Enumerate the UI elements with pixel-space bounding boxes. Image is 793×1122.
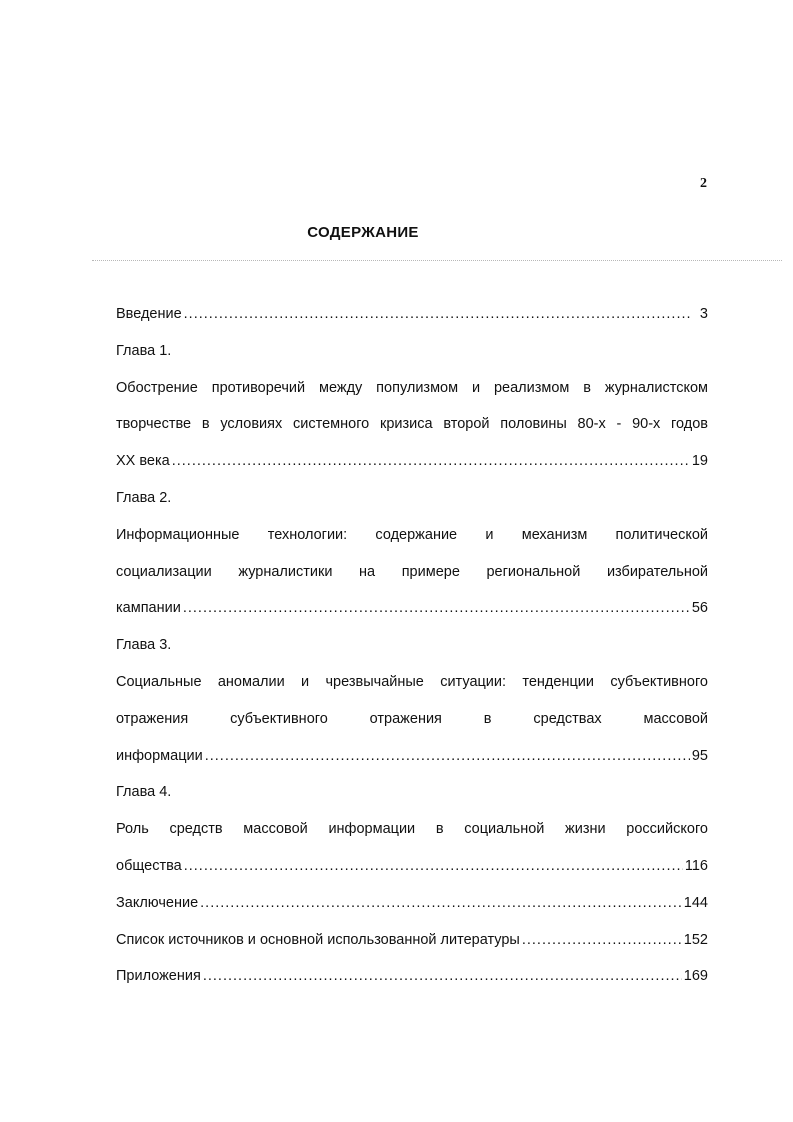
toc-entry-label: Введение bbox=[116, 306, 182, 322]
toc-entry-page: 144 bbox=[683, 894, 708, 911]
chapter-title-line: Обострение противоречий между популизмом и реализмом в журналистском bbox=[116, 379, 708, 396]
chapter-heading-4: Глава 4. bbox=[116, 784, 172, 801]
toc-entry-label: информации bbox=[116, 747, 203, 764]
chapter-heading-3: Глава 3. bbox=[116, 637, 172, 654]
chapter-title-line: отражения субъективного отражения в средствах массовой bbox=[116, 710, 708, 727]
scan-divider bbox=[92, 260, 782, 261]
toc-entry-label: Заключение bbox=[116, 894, 199, 911]
toc-entry-label: XX века bbox=[116, 453, 170, 470]
chapter-title-line: творчестве в условиях системного кризиса второй половины 80-х - 90-х годов bbox=[116, 416, 708, 433]
chapter-title-line: социализации журналистики на примере региональной избирательной bbox=[116, 563, 708, 580]
dot-leader bbox=[200, 885, 682, 922]
toc-entry-page: 169 bbox=[683, 968, 708, 985]
toc-entry-page: 19 bbox=[691, 453, 708, 470]
dot-leader bbox=[183, 590, 690, 627]
toc-entry-conclusion bbox=[116, 885, 708, 922]
chapter-title-line: Информационные технологии: содержание и механизм политической bbox=[116, 526, 708, 543]
page-number: 2 bbox=[700, 176, 707, 191]
dot-leader bbox=[203, 958, 682, 995]
toc-entry-page: 152 bbox=[683, 931, 708, 948]
toc-entry-intro bbox=[116, 296, 708, 333]
chapter-title-line: Социальные аномалии и чрезвычайные ситуации: тенденции субъективного bbox=[116, 673, 708, 690]
page-title: СОДЕРЖАНИЕ bbox=[307, 224, 419, 241]
toc-entry-ch3 bbox=[116, 738, 708, 775]
toc-entry-label: общества bbox=[116, 857, 182, 874]
dot-leader bbox=[184, 848, 683, 885]
toc-entry-page: 116 bbox=[684, 857, 708, 874]
table-of-contents bbox=[116, 296, 708, 995]
chapter-heading-2: Глава 2. bbox=[116, 489, 172, 506]
dot-leader bbox=[205, 738, 690, 775]
toc-entry-ch1 bbox=[116, 443, 708, 480]
chapter-title-line: Роль средств массовой информации в социальной жизни российского bbox=[116, 821, 708, 838]
toc-entry-ch4 bbox=[116, 848, 708, 885]
toc-entry-label: кампании bbox=[116, 600, 181, 617]
toc-entry-sources bbox=[116, 922, 708, 959]
toc-entry-page: 56 bbox=[691, 600, 708, 617]
toc-entry-page: 3 bbox=[699, 306, 708, 322]
toc-entry-ch2 bbox=[116, 590, 708, 627]
toc-entry-appendix bbox=[116, 958, 708, 995]
dot-leader bbox=[172, 443, 690, 480]
chapter-heading-1: Глава 1. bbox=[116, 342, 172, 359]
toc-entry-label: Приложения bbox=[116, 968, 201, 985]
dot-leader bbox=[184, 296, 692, 333]
toc-entry-page: 95 bbox=[691, 747, 708, 764]
toc-entry-label: Список источников и основной использованной литературы bbox=[116, 931, 520, 948]
dot-leader bbox=[522, 922, 682, 959]
